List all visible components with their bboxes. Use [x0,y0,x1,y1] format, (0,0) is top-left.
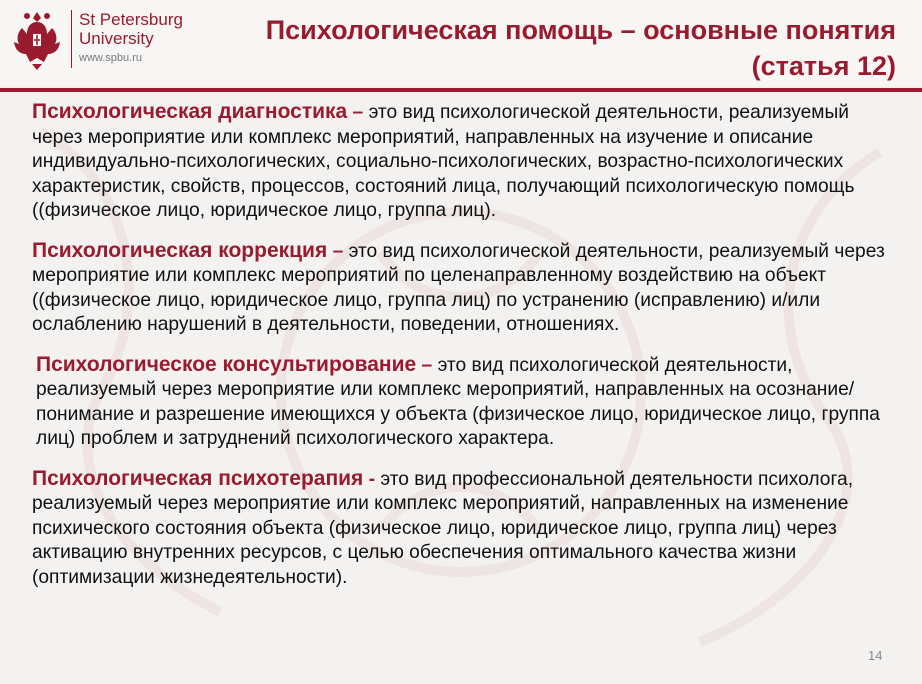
university-name [79,10,183,48]
logo-divider [71,10,72,68]
term-correction: Психологическая коррекция [32,238,328,262]
double-headed-eagle-crest-icon [10,6,64,70]
page-title-line1: Психологическая помощь – основные понятия [265,15,896,45]
term-dash: – [347,102,369,123]
page-title [196,12,896,84]
definition-psychotherapy [32,467,902,591]
term-dash: - [363,468,381,490]
definition-text: это вид психологической деятельности, реализуемый через мероприятие или комплекс мероприятий, направленных на изучение и описание индивидуально-психологических, социально-психологических, возрастно-психологических характеристик, свойств, процессов, состояний лица, получающий психологическую помощь ((физическое лицо, юридическое лицо, группа лиц). [32,102,855,221]
definition-diagnostics [32,100,902,224]
definition-counseling [32,353,902,452]
definition-text: это вид психологической деятельности, реализуемый через мероприятие или комплекс мероприятий по целенаправленному воздействию на объект ((физическое лицо, юридическое лицо, группа лиц) по устранению (исправлению) и/или ослаблению нарушений в деятельности, поведении, отношениях. [32,240,885,335]
term-dash: – [416,354,438,376]
definition-text: это вид профессиональной деятельности психолога, реализуемый через мероприятие или комплекс мероприятий, направленных на изменение психического состояния объекта (физическое лицо, юридическое лицо, группа лиц) через активацию внутренних ресурсов, с целью обеспечения оптимального качества жизни (оптимизации жизнедеятельности). [32,468,854,588]
definition-text: это вид психологической деятельности, реализуемый через мероприятие или комплекс мероприятий, направленных на осознание/понимание и разрешение имеющихся у объекта (физическое лицо, юридическое лицо, группа лиц) проблем и затруднений психологического характера. [36,354,880,449]
term-diagnostics: Психологическая диагностика [32,100,348,123]
university-url[interactable]: www.spbu.ru [79,52,142,64]
definitions-list [32,100,902,605]
term-psychotherapy: Психологическая психотерапия [32,466,364,490]
page-title-line2: (статья 12) [751,51,896,81]
university-name-line2: University [79,29,154,48]
term-counseling: Психологическое консультирование [36,352,417,376]
definition-correction [32,239,902,338]
term-dash: – [327,240,349,262]
slide-header [0,0,922,86]
page-number: 14 [868,648,883,663]
university-name-line1: St Petersburg [79,10,183,29]
